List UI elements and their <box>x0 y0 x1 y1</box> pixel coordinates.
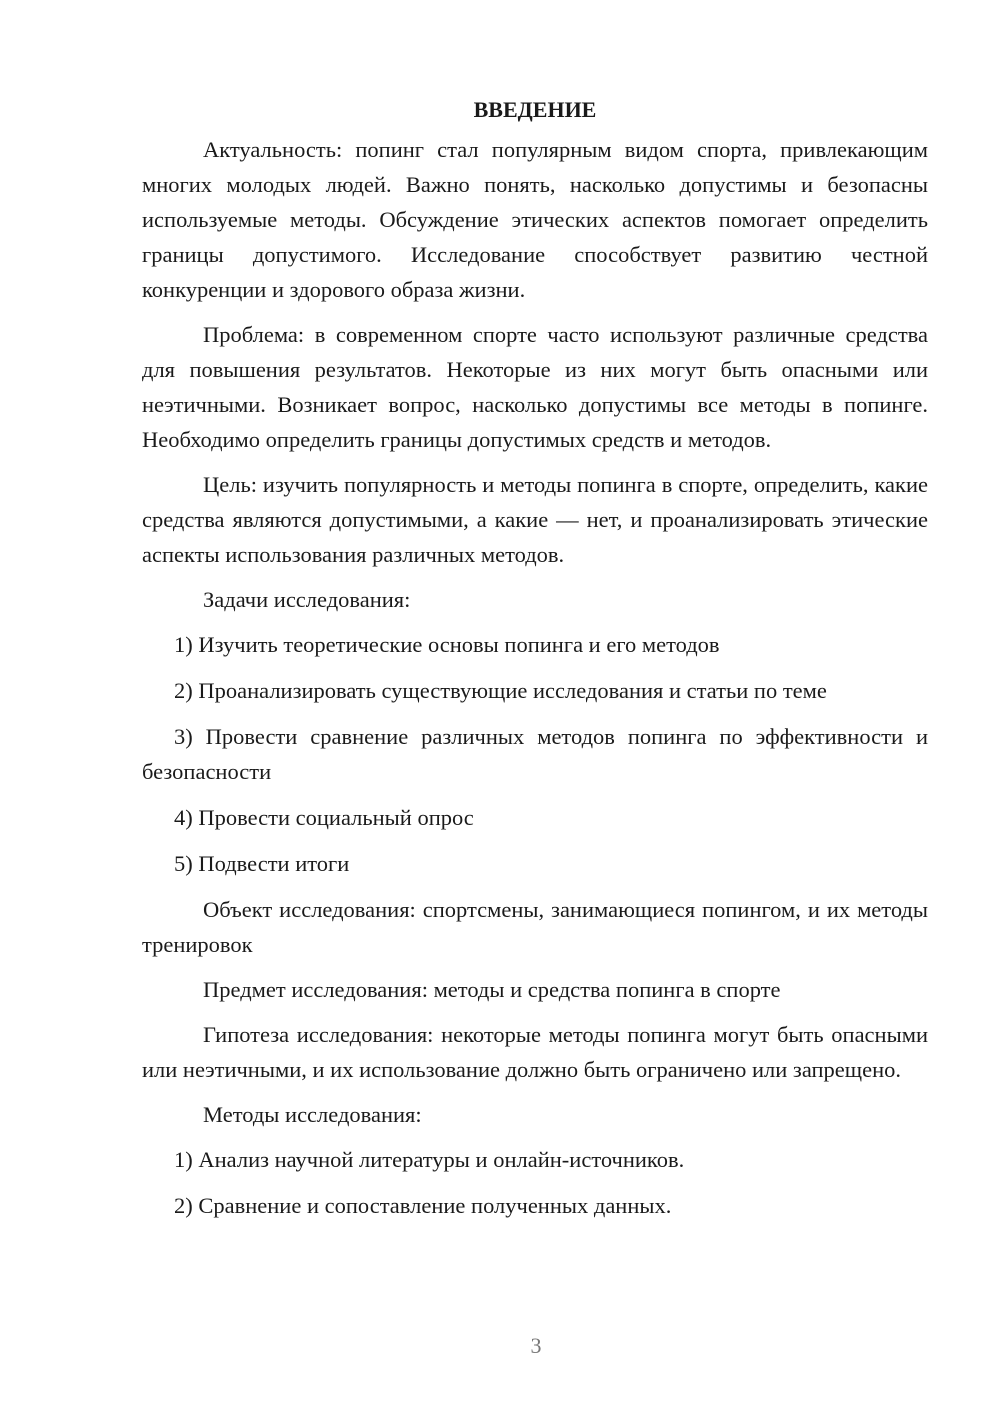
method-item-2: 2) Сравнение и сопоставление полученных данных. <box>174 1193 672 1218</box>
method-item-1: 1) Анализ научной литературы и онлайн-источников. <box>174 1147 685 1172</box>
hypothesis-paragraph: Гипотеза исследования: некоторые методы попинга могут быть опасными или неэтичными, и их использование должно быть ограничено или запрещено. <box>142 1022 928 1082</box>
task-item-4: 4) Провести социальный опрос <box>174 805 474 830</box>
goal-paragraph: Цель: изучить популярность и методы попинга в спорте, определить, какие средства являются допустимыми, а какие — нет, и проанализировать этические аспекты использования различных методов. <box>142 472 928 567</box>
methods-heading: Методы исследования: <box>203 1102 422 1127</box>
tasks-heading: Задачи исследования: <box>203 587 411 612</box>
subject-paragraph: Предмет исследования: методы и средства попинга в спорте <box>203 977 781 1002</box>
section-heading: ВВЕДЕНИЕ <box>473 97 597 122</box>
document-page <box>142 92 928 1234</box>
problem-paragraph: Проблема: в современном спорте часто используют различные средства для повышения результатов. Некоторые из них могут быть опасными или неэтичными. Возникает вопрос, насколько допустимы все методы в попинге. Необходимо определить границы допустимых средств и методов. <box>142 322 928 452</box>
task-item-2: 2) Проанализировать существующие исследования и статьи по теме <box>174 678 827 703</box>
relevance-paragraph: Актуальность: попинг стал популярным видом спорта, привлекающим многих молодых людей. Важно понять, насколько допустимы и безопасны используемые методы. Обсуждение этических аспектов помогает определить границы допустимого. Исследование способствует развитию честной конкуренции и здорового образа жизни. <box>142 137 928 302</box>
task-item-3: 3) Провести сравнение различных методов попинга по эффективности и безопасности <box>142 724 928 784</box>
task-item-1: 1) Изучить теоретические основы попинга и его методов <box>174 632 720 657</box>
page-number: 3 <box>530 1333 542 1358</box>
object-paragraph: Объект исследования: спортсмены, занимающиеся попингом, и их методы тренировок <box>142 897 928 957</box>
task-item-5: 5) Подвести итоги <box>174 851 350 876</box>
